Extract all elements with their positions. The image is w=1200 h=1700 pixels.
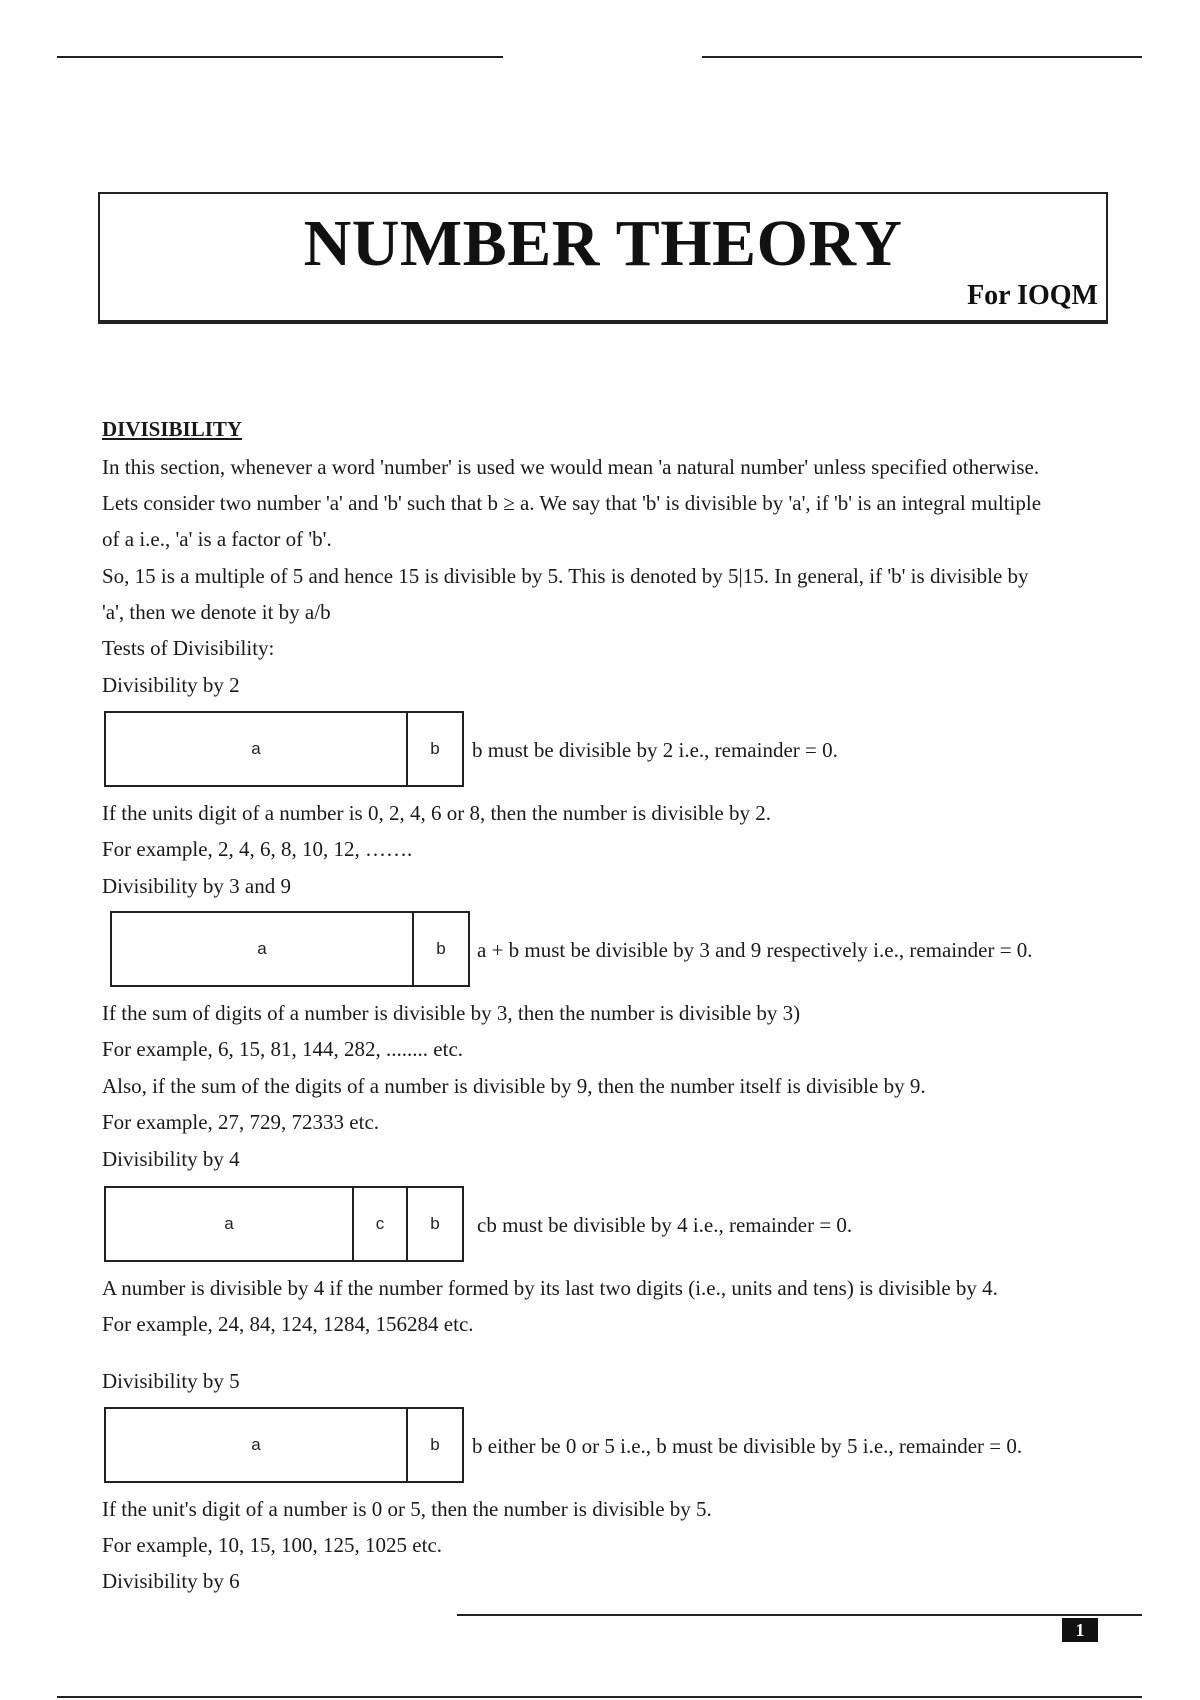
paragraph-line: Lets consider two number 'a' and 'b' such that b ≥ a. We say that 'b' is divisible by 'a', if 'b' is an integral multiple — [102, 491, 1042, 515]
rule-text-by3and9: a + b must be divisible by 3 and 9 respectively i.e., remainder = 0. — [477, 938, 1033, 962]
page-title: NUMBER THEORY — [303, 207, 903, 280]
title-box — [98, 192, 1108, 324]
rule-text-by5: b either be 0 or 5 i.e., b must be divisible by 5 i.e., remainder = 0. — [472, 1434, 1023, 1458]
paragraph-line: In this section, whenever a word 'number' is used we would mean 'a natural number' unless specified otherwise. — [102, 455, 1040, 479]
bottom-rule — [57, 1696, 1142, 1698]
digit-cell-b: b — [406, 1188, 462, 1260]
explanation2-by3and9: Also, if the sum of the digits of a number is divisible by 9, then the number itself is divisible by 9. — [102, 1074, 926, 1098]
top-rule-left — [57, 56, 503, 58]
digit-diagram-by3and9 — [110, 911, 470, 987]
digit-cell-b: b — [412, 913, 468, 985]
digit-diagram-by5 — [104, 1407, 464, 1483]
test-heading-by4: Divisibility by 4 — [102, 1147, 240, 1171]
rule-text-by4: cb must be divisible by 4 i.e., remainder = 0. — [477, 1213, 853, 1237]
explanation-by5: If the unit's digit of a number is 0 or 5, then the number is divisible by 5. — [102, 1497, 712, 1521]
paragraph-line: 'a', then we denote it by a/b — [102, 600, 331, 624]
example-by5: For example, 10, 15, 100, 125, 1025 etc. — [102, 1533, 443, 1557]
paragraph-line: So, 15 is a multiple of 5 and hence 15 is divisible by 5. This is denoted by 5|15. In general, if 'b' is divisible by — [102, 564, 1029, 588]
test-heading-by5: Divisibility by 5 — [102, 1369, 240, 1393]
example2-by3and9: For example, 27, 729, 72333 etc. — [102, 1110, 380, 1134]
digit-diagram-by2 — [104, 711, 464, 787]
example-by4: For example, 24, 84, 124, 1284, 156284 etc. — [102, 1312, 474, 1336]
section-heading: DIVISIBILITY — [102, 417, 243, 441]
footer-rule — [457, 1614, 1142, 1616]
digit-cell-a: a — [251, 1435, 261, 1454]
example-by3and9: For example, 6, 15, 81, 144, 282, ........ etc. — [102, 1037, 464, 1061]
digit-cell-c: c — [352, 1188, 406, 1260]
explanation-by4: A number is divisible by 4 if the number formed by its last two digits (i.e., units and tens) is divisible by 4. — [102, 1276, 998, 1300]
digit-cell-b: b — [406, 713, 462, 785]
explanation-by3and9: If the sum of digits of a number is divisible by 3, then the number is divisible by 3) — [102, 1001, 801, 1025]
test-heading-by6: Divisibility by 6 — [102, 1569, 240, 1593]
explanation-by2: If the units digit of a number is 0, 2, 4, 6 or 8, then the number is divisible by 2. — [102, 801, 771, 825]
digit-cell-b: b — [406, 1409, 462, 1481]
rule-text-by2: b must be divisible by 2 i.e., remainder = 0. — [472, 738, 838, 762]
paragraph-line: of a i.e., 'a' is a factor of 'b'. — [102, 527, 332, 551]
top-rule-right — [702, 56, 1142, 58]
example-by2: For example, 2, 4, 6, 8, 10, 12, ……. — [102, 837, 413, 861]
digit-cell-a: a — [224, 1214, 234, 1233]
digit-diagram-by4 — [104, 1186, 464, 1262]
test-heading-by2: Divisibility by 2 — [102, 673, 240, 697]
test-heading-by3and9: Divisibility by 3 and 9 — [102, 874, 291, 898]
page-subtitle: For IOQM — [967, 280, 1098, 311]
digit-cell-a: a — [257, 939, 267, 958]
digit-cell-a: a — [251, 739, 261, 758]
paragraph-line: Tests of Divisibility: — [102, 636, 275, 660]
page-number: 1 — [1062, 1618, 1098, 1642]
